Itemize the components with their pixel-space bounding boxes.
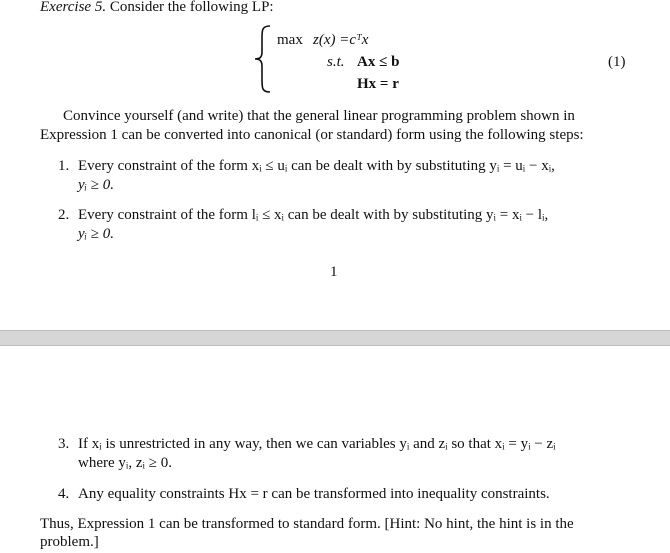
step-2-number: 2.	[58, 207, 70, 223]
step-4-line-1: Any equality constraints Hx = r can be transformed into inequality constraints.	[78, 486, 550, 502]
step-1-number: 1.	[58, 158, 70, 174]
page-number: 1	[330, 264, 338, 280]
step-1-line-1: Every constraint of the form xᵢ ≤ uᵢ can be dealt with by substituting yᵢ = uᵢ − xᵢ,	[78, 158, 555, 174]
exercise-heading	[40, 0, 274, 17]
equation-number: (1)	[608, 54, 626, 70]
step-3-line-1: If xᵢ is unrestricted in any way, then we can variables yᵢ and zᵢ so that xᵢ = yᵢ − zᵢ	[78, 436, 556, 452]
step-3-number: 3.	[58, 436, 70, 452]
left-brace	[252, 24, 274, 94]
step-3-line-2: where yᵢ, zᵢ ≥ 0.	[78, 455, 172, 471]
lp-equality-constraint: Hx = r	[357, 76, 399, 92]
paragraph-line-1: Convince yourself (and write) that the general linear programming problem shown in	[63, 108, 575, 124]
step-4-number: 4.	[58, 486, 70, 502]
page-break-gap	[0, 330, 670, 346]
step-1-line-2: yᵢ ≥ 0.	[78, 177, 115, 193]
conclusion-line-2: problem.]	[40, 534, 99, 550]
exercise-label: Exercise 5.	[40, 0, 107, 15]
step-2-line-2: yᵢ ≥ 0.	[78, 226, 115, 242]
lp-max-keyword: max	[277, 32, 303, 48]
lp-inequality-constraint: Ax ≤ b	[357, 54, 400, 70]
step-2-line-1: Every constraint of the form lᵢ ≤ xᵢ can be dealt with by substituting yᵢ = xᵢ − lᵢ,	[78, 207, 549, 223]
lp-subject-to: s.t.	[327, 54, 345, 70]
exercise-intro: Consider the following LP:	[109, 0, 274, 15]
conclusion-line-1: Thus, Expression 1 can be transformed to standard form. [Hint: No hint, the hint is in the	[40, 516, 574, 532]
paragraph-line-2: Expression 1 can be converted into canonical (or standard) form using the following steps:	[40, 127, 584, 143]
lp-objective: z(x) =cᵀx	[313, 32, 369, 48]
